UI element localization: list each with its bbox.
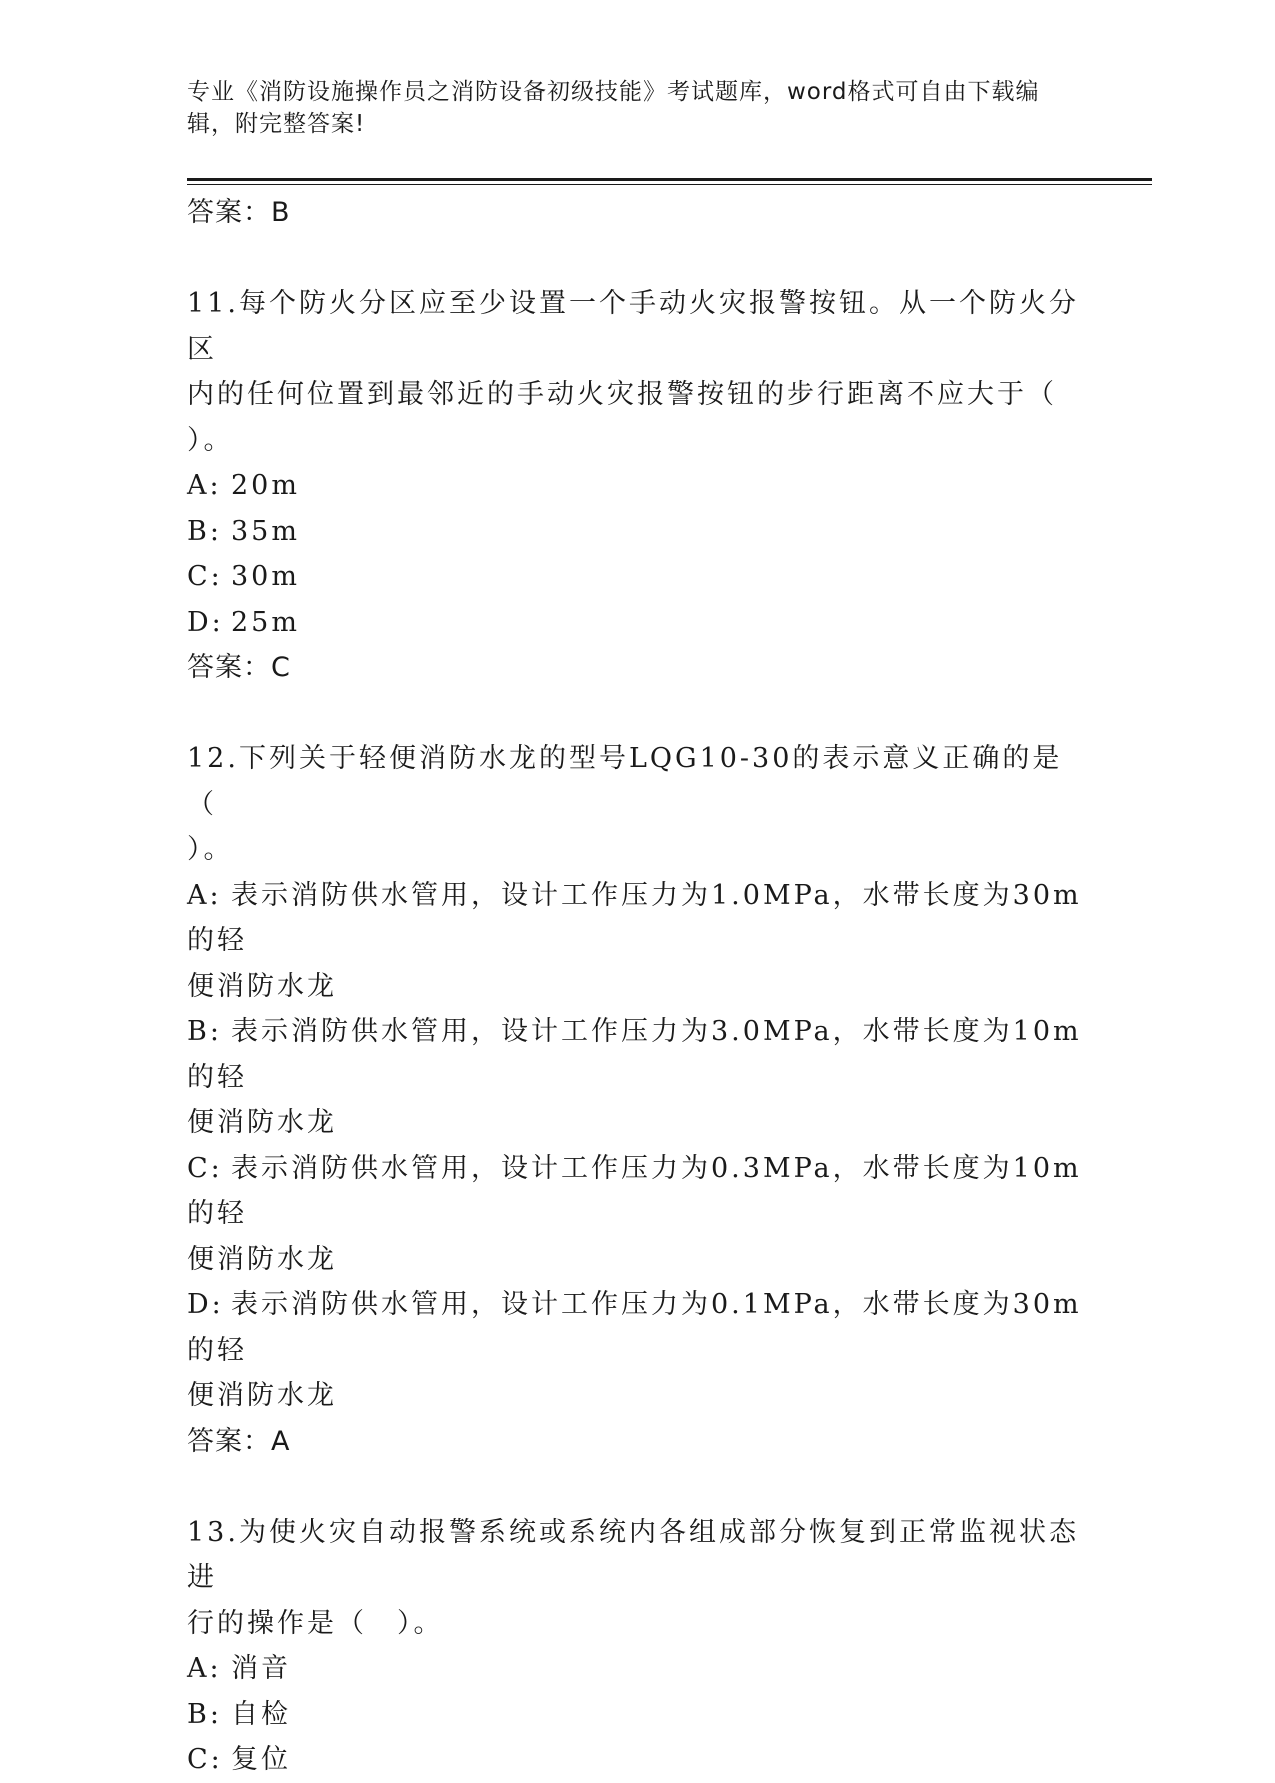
option-text: 35m [231,515,300,547]
option-letter: B: [187,515,222,547]
header-line-2: 辑，附完整答案! [187,111,366,137]
option-c [187,554,1087,600]
option-b-continuation: 便消防水龙 [187,1107,337,1138]
option-letter: B: [187,1016,222,1047]
question-text-line: 内的任何位置到最邻近的手动火灾报警按钮的步行距离不应大于（ [187,379,1057,410]
option-letter: C: [187,1152,223,1184]
option-text: 表示消防供水管用，设计工作压力为1.0MPa，水带长度为30m的轻 [187,879,1082,956]
option-letter: C: [187,561,223,592]
option-a [187,873,1087,964]
option-text: 消音 [231,1653,291,1684]
header-line-1: 专业《消防设施操作员之消防设备初级技能》考试题库，word格式可自由下载编 [187,79,1040,105]
option-letter: C: [187,1744,223,1775]
option-b [187,1692,1087,1738]
header-divider-thin [187,184,1152,185]
option-text: 表示消防供水管用，设计工作压力为3.0MPa，水带长度为10m的轻 [187,1016,1082,1093]
question-text-line: 12.下列关于轻便消防水龙的型号LQG10-30的表示意义正确的是（ [187,743,1063,820]
option-text: 30m [231,561,300,592]
option-letter: A: [187,1653,222,1684]
header-divider-thick [187,178,1152,181]
option-b [187,1009,1087,1100]
option-text: 表示消防供水管用，设计工作压力为0.1MPa，水带长度为30m的轻 [187,1289,1082,1366]
option-b [187,509,1087,555]
option-letter: B: [187,1698,222,1730]
option-letter: A: [187,470,222,501]
question-text-line: ）。 [187,424,234,456]
document-header [187,76,1087,140]
option-letter: D: [187,1289,224,1320]
option-text: 表示消防供水管用，设计工作压力为0.3MPa，水带长度为10m的轻 [187,1152,1082,1229]
question-text-line: 11.每个防火分区应至少设置一个手动火灾报警按钮。从一个防火分区 [187,288,1079,365]
answer-line: 答案：B [187,197,291,228]
question-text-line: 行的操作是（ ）。 [187,1607,444,1639]
option-d-continuation: 便消防水龙 [187,1380,337,1411]
option-c-continuation: 便消防水龙 [187,1243,337,1275]
question-11 [187,281,1087,691]
option-text: 25m [231,606,300,638]
option-a [187,1646,1087,1692]
question-text-line: 13.为使火灾自动报警系统或系统内各组成部分恢复到正常监视状态进 [187,1516,1079,1593]
answer-line: 答案：A [187,1425,291,1457]
option-c [187,1737,1087,1783]
question-text-line: ）。 [187,834,234,865]
option-a-continuation: 便消防水龙 [187,970,337,1002]
option-letter: D: [187,606,224,638]
option-letter: A: [187,879,222,911]
question-13 [187,1510,1087,1783]
option-a [187,463,1087,509]
answer-line: 答案：C [187,652,291,683]
option-d [187,600,1087,646]
document-body [187,190,1087,1783]
option-text: 自检 [231,1698,291,1730]
question-12 [187,736,1087,1465]
option-d [187,1282,1087,1373]
option-text: 20m [231,470,300,501]
option-text: 复位 [231,1744,291,1775]
option-c [187,1146,1087,1237]
